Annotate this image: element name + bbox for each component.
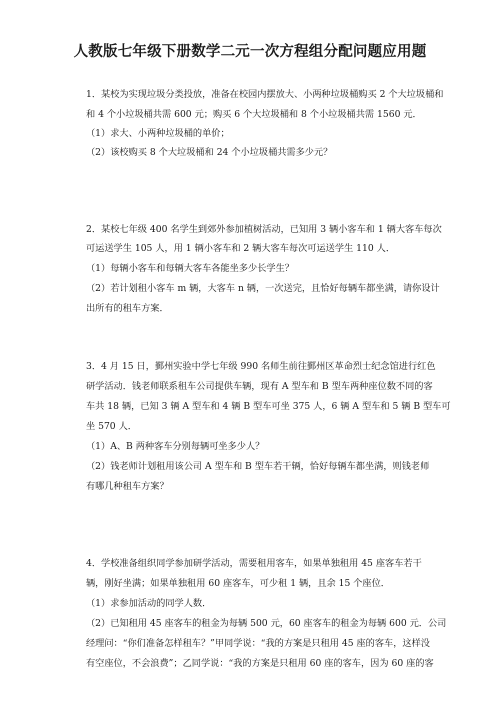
question-4-line-1: 4．学校准备组织同学参加研学活动，需要租用客车，如果单独租用 45 座客车若干 [86,558,422,569]
question-3-part-1: （1）A、B 两种客车分别每辆可坐多少人？ [86,441,265,452]
question-4-line-6: 有空座位，不会浪费”；乙同学说：“我的方案是只租用 60 座的客车，因为 60 座的客 [86,658,434,669]
question-4-line-5: 经理问：“你们准备怎样租车？”甲同学说：“我的方案是只租用 45 座的客车，这样没 [86,638,430,649]
question-3-line-3: 车共 18 辆，已知 3 辆 A 型车和 4 辆 B 型车可坐 375 人，6 辆 A 型车和 5 辆 B 型车可 [86,401,451,412]
question-1-part-1: （1）求大、小两种垃圾桶的单价； [86,128,230,139]
question-4-part-1: （1）求参加活动的同学人数． [86,598,212,609]
document-title: 人教版七年级下册数学二元一次方程组分配问题应用题 [73,44,427,60]
question-1-part-2: （2）该校购买 8 个大垃圾桶和 24 个小垃圾桶共需多少元？ [86,147,333,158]
question-1-line-2: 和 4 个小垃圾桶共需 600 元；购买 6 个大垃圾桶和 8 个小垃圾桶共需 1560 元． [86,109,422,120]
question-3-line-1: 3．4 月 15 日，鄞州实验中学七年级 990 名师生前往鄞州区革命烈士纪念馆进行红色 [86,361,436,372]
question-3-line-7: 有哪几种租车方案？ [86,481,169,492]
question-3-line-2: 研学活动．钱老师联系租车公司提供车辆，现有 A 型车和 B 型车两种座位数不同的客 [86,381,433,392]
question-2-part-1: （1）每辆小客车和每辆大客车各能坐多少长学生？ [86,263,294,274]
question-2-line-5: 出所有的租车方案． [86,303,169,314]
question-3-part-2: （2）钱老师计划租用该公司 A 型车和 B 型车若干辆，恰好每辆车都坐满，则钱老师 [86,461,430,472]
question-2-line-2: 可运送学生 105 人，用 1 辆小客车和 2 辆大客车每次可运送学生 110 人． [86,243,396,254]
question-4-part-2: （2）已知租用 45 座客车的租金为每辆 500 元，60 座客车的租金为每辆 600 元．公司 [86,618,447,629]
question-2-line-1: 2．某校七年级 400 名学生到郊外参加植树活动，已知用 3 辆小客车和 1 辆大客车每次 [86,224,442,235]
question-1-line-1: 1．某校为实现垃圾分类投放，准备在校园内摆放大、小两种垃圾桶购买 2 个大垃圾桶和 [86,89,444,100]
question-4-line-2: 辆，刚好坐满；如果单独租用 60 座客车，可少租 1 辆，且余 15 个座位． [86,578,390,589]
question-3-line-4: 坐 570 人． [86,421,137,432]
question-2-part-2: （2）若计划租小客车 m 辆，大客车 n 辆，一次送完，且恰好每辆车都坐满，请你设计 [86,283,440,294]
